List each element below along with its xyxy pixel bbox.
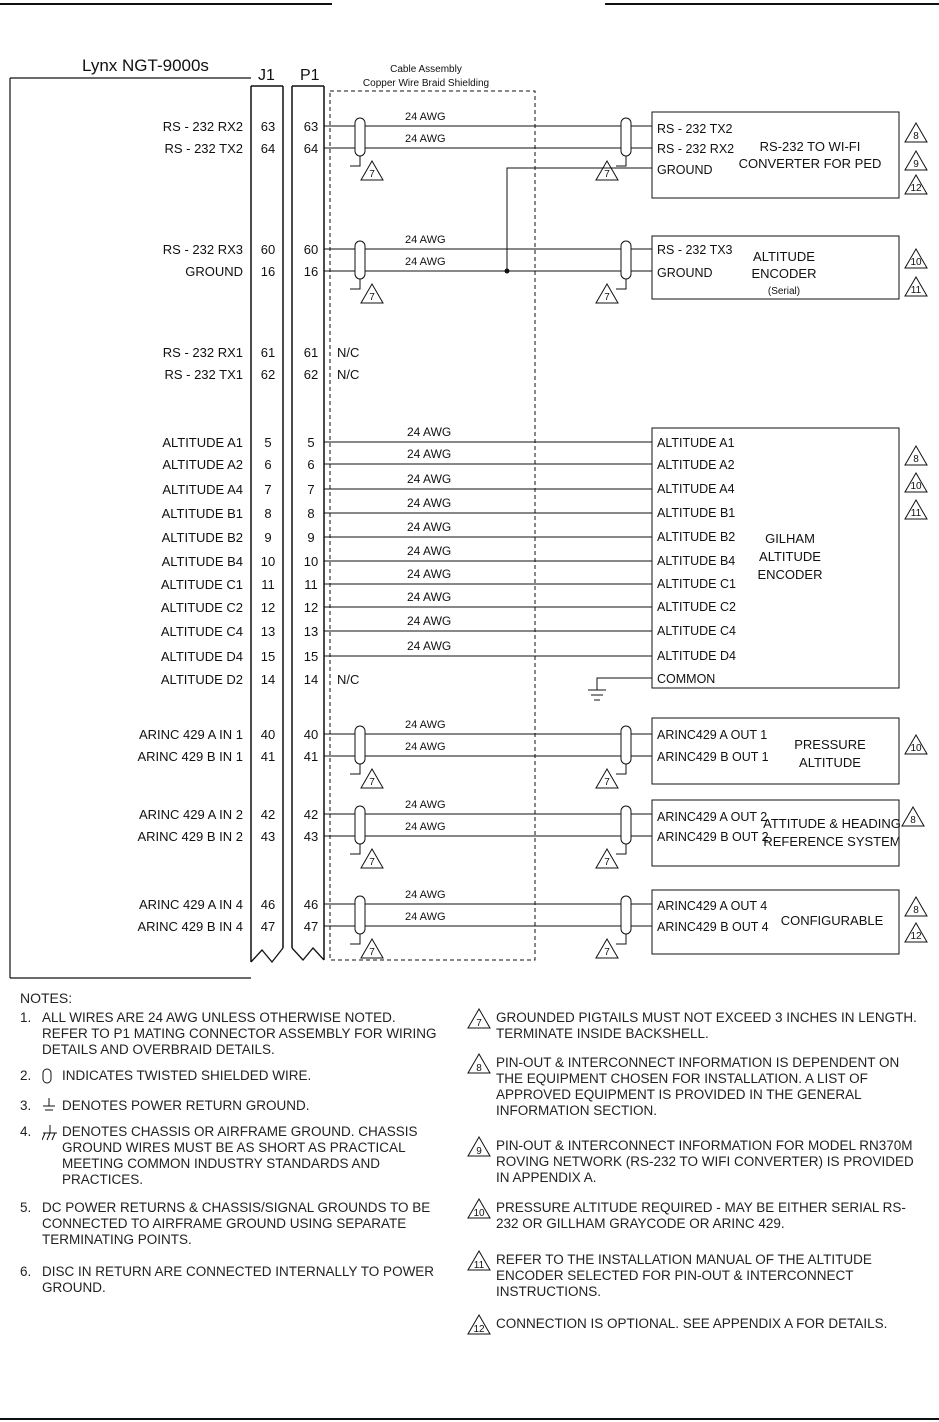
devices-layer — [652, 112, 927, 954]
twisted-shield-icon — [42, 1068, 52, 1088]
note-flag-number: 8 — [913, 131, 919, 142]
cable-braid-label: Copper Wire Braid Shielding — [362, 78, 490, 89]
note-flag-number: 10 — [910, 743, 922, 754]
j1-pin-number: 5 — [264, 435, 272, 450]
pigtail — [616, 934, 626, 944]
p1-pin-number: 41 — [303, 749, 319, 764]
note-text: PIN-OUT & INTERCONNECT INFORMATION IS DEPENDENT ON THE EQUIPMENT CHOSEN FOR INSTALLATION. A LIST OF APPROVED EQUIPMENT IS PROVIDED IN THE GENERAL INFORMATION SECTION. — [496, 1055, 900, 1118]
device-name: ATTITUDE & HEADING — [763, 816, 901, 831]
note-flag-number: 10 — [910, 481, 922, 492]
note-7-flag — [361, 161, 383, 180]
note-text: PRESSURE ALTITUDE REQUIRED - MAY BE EITHER SERIAL RS-232 OR GILLHAM GRAYCODE OR ARINC 429. — [496, 1200, 906, 1231]
svg-text:8: 8 — [476, 1063, 482, 1074]
device-pin-label: ARINC429 A OUT 1 — [657, 728, 768, 742]
pin-label: ALTITUDE A1 — [162, 435, 243, 450]
pin-label: ALTITUDE D4 — [160, 649, 243, 664]
svg-text:7: 7 — [476, 1018, 482, 1029]
note-7-flag-number: 7 — [369, 777, 375, 788]
j1-pin-number: 62 — [260, 367, 276, 382]
j1-pin-number: 64 — [260, 141, 276, 156]
pin-label: GROUND — [185, 264, 243, 279]
device-name: ENCODER — [757, 567, 823, 582]
pin-label: ALTITUDE B4 — [161, 554, 243, 569]
pin-label: ALTITUDE A2 — [162, 457, 243, 472]
device-name: ALTITUDE — [759, 549, 821, 564]
note-text: PIN-OUT & INTERCONNECT INFORMATION FOR MODEL RN370M ROVING NETWORK (RS-232 TO WIFI CONVERTER) IS PROVIDED IN APPENDIX A. — [496, 1138, 914, 1185]
note-flag — [905, 249, 927, 268]
wire-gauge-label: 24 AWG — [407, 496, 452, 510]
pin-label: RS - 232 RX3 — [162, 242, 243, 257]
note-7-flag — [596, 284, 618, 303]
p1-pin-number: 63 — [303, 119, 319, 134]
j1-pin-number: 12 — [260, 600, 276, 615]
note-number: 3. — [20, 1098, 32, 1113]
wire-gauge-label: 24 AWG — [407, 472, 452, 486]
note-number: 5. — [20, 1200, 32, 1215]
note-7-flag — [361, 939, 383, 958]
no-connect-label: N/C — [337, 367, 360, 382]
device-name: RS-232 TO WI-FI — [759, 139, 861, 154]
device-name: PRESSURE — [794, 737, 866, 752]
note-flag-icon — [466, 1008, 492, 1030]
svg-text:11: 11 — [473, 1260, 485, 1271]
device-name: CONFIGURABLE — [780, 913, 884, 928]
pin-label: ALTITUDE C4 — [160, 624, 243, 639]
wire-gauge-label: 24 AWG — [405, 234, 446, 246]
twisted-shield-icon — [355, 806, 365, 844]
note-7-flag-number: 7 — [369, 169, 375, 180]
wire-gauge-label: 24 AWG — [407, 520, 452, 534]
note-7-flag — [596, 161, 618, 180]
note-text: GROUNDED PIGTAILS MUST NOT EXCEED 3 INCHES IN LENGTH. TERMINATE INSIDE BACKSHELL. — [496, 1010, 917, 1041]
note-flag — [905, 500, 927, 519]
note-number: 6. — [20, 1264, 32, 1279]
device-pin-label: RS - 232 TX3 — [657, 243, 733, 257]
pigtail — [616, 279, 626, 289]
pigtail — [616, 764, 626, 774]
device-pin-label: ALTITUDE B2 — [657, 530, 736, 544]
note-7-flag — [596, 939, 618, 958]
note-flag-number: 8 — [910, 815, 916, 826]
device-pin-label: ARINC429 A OUT 2 — [657, 810, 768, 824]
chassis-ground-icon — [42, 1124, 58, 1146]
j1-pin-number: 13 — [260, 624, 276, 639]
pigtail — [350, 934, 360, 944]
device-pin-label: ARINC429 A OUT 4 — [657, 899, 768, 913]
device-pin-label: RS - 232 TX2 — [657, 122, 733, 136]
device-name: REFERENCE SYSTEM — [763, 834, 901, 849]
j1-break — [251, 948, 283, 962]
notes-title: NOTES: — [20, 990, 73, 1006]
note-flag — [902, 807, 924, 826]
device-pin-label: ARINC429 B OUT 1 — [657, 750, 769, 764]
pin-label: RS - 232 TX1 — [164, 367, 243, 382]
device-pin-label: ALTITUDE C1 — [657, 577, 736, 591]
j1-pin-number: 41 — [260, 749, 276, 764]
pin-label: ARINC 429 A IN 4 — [138, 897, 243, 912]
wire-gauge-label: 24 AWG — [407, 590, 452, 604]
j1-pin-number: 40 — [260, 727, 276, 742]
twisted-shield-icon — [621, 118, 631, 156]
device-pin-label: GROUND — [657, 266, 713, 280]
note-text: DC POWER RETURNS & CHASSIS/SIGNAL GROUNDS TO BE CONNECTED TO AIRFRAME GROUND USING SEPARATE TERMINATING POINTS. — [42, 1200, 431, 1247]
no-connect-label: N/C — [337, 672, 360, 687]
p1-pin-number: 40 — [303, 727, 319, 742]
wire-gauge-label: 24 AWG — [407, 425, 452, 439]
note-flag — [905, 897, 927, 916]
note-7-flag — [361, 849, 383, 868]
note-text: INDICATES TWISTED SHIELDED WIRE. — [62, 1068, 312, 1083]
note-7-flag — [361, 769, 383, 788]
note-7-flag-number: 7 — [369, 857, 375, 868]
pin-label: ALTITUDE B1 — [161, 506, 243, 521]
j1-pin-number: 42 — [260, 807, 276, 822]
device-name: ALTITUDE — [799, 755, 861, 770]
note-7-flag — [361, 284, 383, 303]
j1-pin-number: 47 — [260, 919, 276, 934]
note-flag — [905, 175, 927, 194]
wire-gauge-label: 24 AWG — [407, 447, 452, 461]
p1-pin-number: 43 — [303, 829, 319, 844]
note-flag-icon — [466, 1198, 492, 1220]
j1-pin-number: 63 — [260, 119, 276, 134]
pin-label: ALTITUDE A4 — [162, 482, 243, 497]
pin-label: ALTITUDE B2 — [161, 530, 243, 545]
note-text: DENOTES POWER RETURN GROUND. — [62, 1098, 310, 1113]
pigtail — [350, 764, 360, 774]
common-ground-wire — [597, 678, 652, 690]
note-7-flag-number: 7 — [604, 169, 610, 180]
pin-label: ARINC 429 B IN 2 — [137, 829, 243, 844]
twisted-shield-icon — [621, 896, 631, 934]
j1-pin-number: 46 — [260, 897, 276, 912]
device-pin-label: ALTITUDE A4 — [657, 482, 735, 496]
note-7-flag-number: 7 — [604, 777, 610, 788]
wire-gauge-label: 24 AWG — [407, 639, 452, 653]
p1-pin-number: 62 — [303, 367, 319, 382]
device-pin-label: ARINC429 B OUT 2 — [657, 830, 769, 844]
twisted-shield-icon — [621, 806, 631, 844]
footer-rule — [0, 1405, 939, 1422]
device-pin-label: RS - 232 RX2 — [657, 142, 735, 156]
wire-gauge-label: 24 AWG — [407, 544, 452, 558]
pin-label: ARINC 429 A IN 2 — [138, 807, 243, 822]
p1-pin-number: 15 — [303, 649, 319, 664]
pigtail — [616, 844, 626, 854]
pins-layer — [138, 119, 360, 934]
note-flag — [905, 473, 927, 492]
pin-label: ARINC 429 B IN 4 — [137, 919, 243, 934]
device-name: (Serial) — [767, 286, 801, 297]
j1-pin-number: 16 — [260, 264, 276, 279]
note-flag — [905, 446, 927, 465]
note-number: 4. — [20, 1124, 32, 1139]
p1-pin-number: 10 — [303, 554, 319, 569]
device-title: Lynx NGT-9000s — [82, 56, 209, 75]
wire-gauge-label: 24 AWG — [405, 741, 446, 753]
note-text: DENOTES CHASSIS OR AIRFRAME GROUND. CHASSIS GROUND WIRES MUST BE AS SHORT AS PRACTICAL MEETING COMMON INDUSTRY STANDARDS AND PRACTICES. — [62, 1124, 418, 1187]
wire-gauge-label: 24 AWG — [405, 719, 446, 731]
note-7-flag — [596, 769, 618, 788]
p1-pin-number: 42 — [303, 807, 319, 822]
wire-gauge-label: 24 AWG — [405, 133, 446, 145]
note-flag-number: 8 — [913, 454, 919, 465]
p1-pin-number: 8 — [307, 506, 315, 521]
note-7-flag-number: 7 — [604, 857, 610, 868]
svg-text:12: 12 — [473, 1324, 485, 1335]
wire-gauge-label: 24 AWG — [407, 567, 452, 581]
svg-text:10: 10 — [473, 1208, 485, 1219]
note-7-flag — [596, 849, 618, 868]
pin-label: RS - 232 RX2 — [162, 119, 243, 134]
note-flag-number: 12 — [910, 931, 922, 942]
wire-gauge-label: 24 AWG — [405, 256, 446, 268]
note-flag-number: 9 — [913, 159, 919, 170]
j1-label: J1 — [258, 67, 275, 84]
pin-label: ALTITUDE C2 — [160, 600, 243, 615]
p1-pin-number: 5 — [307, 435, 315, 450]
wire-gauge-label: 24 AWG — [407, 614, 452, 628]
p1-pin-number: 14 — [303, 672, 319, 687]
pin-label: ALTITUDE D2 — [160, 672, 243, 687]
note-flag-number: 11 — [910, 285, 922, 296]
device-pin-label: ALTITUDE C4 — [657, 624, 736, 638]
device-name: ALTITUDE — [753, 249, 815, 264]
pigtail — [350, 844, 360, 854]
svg-text:9: 9 — [476, 1146, 482, 1157]
note-text: DISC IN RETURN ARE CONNECTED INTERNALLY TO POWER GROUND. — [42, 1264, 435, 1295]
note-flag — [905, 151, 927, 170]
j1-pin-number: 60 — [260, 242, 276, 257]
device-pin-label: GROUND — [657, 163, 713, 177]
p1-break — [292, 948, 324, 960]
p1-pin-number: 9 — [307, 530, 315, 545]
note-flag-number: 12 — [910, 183, 922, 194]
p1-pin-number: 16 — [303, 264, 319, 279]
device-pin-label: ALTITUDE B4 — [657, 554, 736, 568]
note-flag-icon — [466, 1053, 492, 1075]
j1-pin-number: 7 — [264, 482, 272, 497]
j1-pin-number: 8 — [264, 506, 272, 521]
p1-pin-number: 11 — [304, 577, 318, 592]
junction-dot — [505, 269, 510, 274]
note-7-flag-number: 7 — [369, 292, 375, 303]
p1-pin-number: 6 — [307, 457, 315, 472]
note-7-flag-number: 7 — [604, 292, 610, 303]
wire-gauge-label: 24 AWG — [405, 821, 446, 833]
note-text: ALL WIRES ARE 24 AWG UNLESS OTHERWISE NOTED. REFER TO P1 MATING CONNECTOR ASSEMBLY FOR WIRING DETAILS AND OVERBRAID DETAILS. — [42, 1010, 437, 1057]
device-pin-label: ARINC429 B OUT 4 — [657, 920, 769, 934]
note-7-flag-number: 7 — [369, 947, 375, 958]
device-name: GILHAM — [765, 531, 815, 546]
note-flag-number: 11 — [910, 508, 922, 519]
p1-pin-number: 12 — [303, 600, 319, 615]
twisted-shield-icon — [355, 241, 365, 279]
device-name: CONVERTER FOR PED — [738, 156, 882, 171]
j1-pin-number: 14 — [260, 672, 276, 687]
j1-pin-number: 61 — [260, 345, 276, 360]
wire-gauge-label: 24 AWG — [405, 889, 446, 901]
device-pin-label: ALTITUDE A1 — [657, 436, 735, 450]
p1-pin-number: 47 — [303, 919, 319, 934]
twisted-shield-icon — [355, 896, 365, 934]
j1-pin-number: 15 — [260, 649, 276, 664]
note-flag-number: 8 — [913, 905, 919, 916]
twisted-shield-icon — [355, 118, 365, 156]
note-flag-icon — [466, 1136, 492, 1158]
no-connect-label: N/C — [337, 345, 360, 360]
note-number: 2. — [20, 1068, 32, 1083]
j1-pin-number: 43 — [260, 829, 276, 844]
j1-pin-number: 6 — [264, 457, 272, 472]
p1-pin-number: 7 — [307, 482, 315, 497]
twisted-shield-icon — [355, 726, 365, 764]
twisted-shield-icon — [621, 241, 631, 279]
power-return-ground-icon — [42, 1098, 56, 1118]
device-pin-label: COMMON — [657, 672, 716, 686]
note-number: 1. — [20, 1010, 32, 1025]
p1-label: P1 — [300, 67, 320, 84]
j1-pin-number: 9 — [264, 530, 272, 545]
p1-pin-number: 13 — [303, 624, 319, 639]
wire-gauge-label: 24 AWG — [405, 799, 446, 811]
pin-label: ARINC 429 A IN 1 — [138, 727, 243, 742]
pin-label: ARINC 429 B IN 1 — [137, 749, 243, 764]
j1-pin-number: 11 — [261, 577, 275, 592]
j1-pin-number: 10 — [260, 554, 276, 569]
wire-gauge-label: 24 AWG — [405, 111, 446, 123]
note-flag — [905, 277, 927, 296]
device-pin-label: ALTITUDE C2 — [657, 600, 736, 614]
pigtail — [350, 156, 360, 166]
note-flag-icon — [466, 1250, 492, 1272]
device-pin-label: ALTITUDE A2 — [657, 458, 735, 472]
p1-pin-number: 64 — [303, 141, 319, 156]
wire-gauge-label: 24 AWG — [405, 911, 446, 923]
note-text: REFER TO THE INSTALLATION MANUAL OF THE ALTITUDE ENCODER SELECTED FOR PIN-OUT & INTERCONNECT INSTRUCTIONS. — [496, 1252, 872, 1299]
pigtail — [350, 279, 360, 289]
twisted-shield-icon — [621, 726, 631, 764]
p1-pin-number: 61 — [303, 345, 319, 360]
note-flag — [905, 735, 927, 754]
pigtail — [616, 156, 626, 166]
wires-layer — [324, 111, 652, 958]
note-flag-icon — [466, 1314, 492, 1336]
device-name: ENCODER — [751, 266, 817, 281]
p1-pin-number: 46 — [303, 897, 319, 912]
p1-pin-number: 60 — [303, 242, 319, 257]
note-flag — [905, 923, 927, 942]
pin-label: RS - 232 RX1 — [162, 345, 243, 360]
device-pin-label: ALTITUDE B1 — [657, 506, 736, 520]
note-text: CONNECTION IS OPTIONAL. SEE APPENDIX A FOR DETAILS. — [496, 1316, 888, 1331]
pin-label: RS - 232 TX2 — [164, 141, 243, 156]
cable-assembly-label: Cable Assembly — [390, 64, 462, 75]
device-pin-label: ALTITUDE D4 — [657, 649, 736, 663]
pin-label: ALTITUDE C1 — [160, 577, 243, 592]
note-7-flag-number: 7 — [604, 947, 610, 958]
note-flag-number: 10 — [910, 257, 922, 268]
note-flag — [905, 123, 927, 142]
